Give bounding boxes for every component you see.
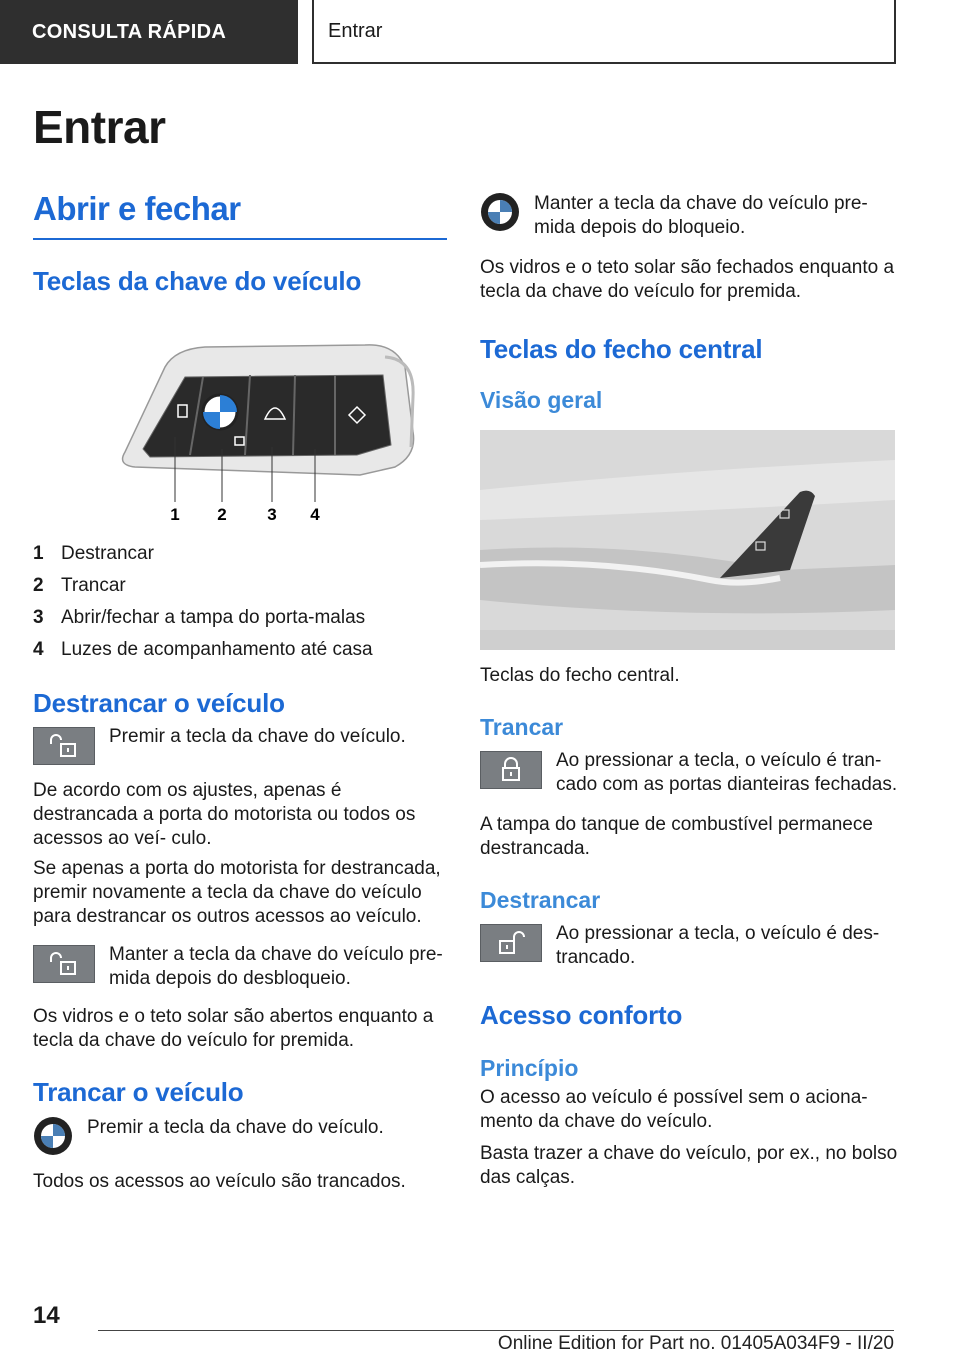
lock-heading: Trancar o veículo xyxy=(33,1077,244,1107)
destrancar-text: Ao pressionar a tecla, o veículo é des- trancado. xyxy=(556,923,880,968)
footer-divider xyxy=(98,1330,894,1331)
edition-footer: Online Edition for Part no. 01405A034F9 - II/20 xyxy=(497,1333,894,1354)
unlock-button-icon xyxy=(33,945,95,983)
principle-paragraph-2: Basta trazer a chave do veículo, por ex., no bolso das calças. xyxy=(480,1143,898,1188)
callout-1: 1 xyxy=(170,505,180,524)
list-item: 3 Abrir/fechar a tampa do porta-malas xyxy=(33,607,366,628)
unlock-button-icon xyxy=(480,924,542,962)
comfort-access-heading: Acesso conforto xyxy=(480,1000,683,1030)
lock-button-icon xyxy=(480,751,542,789)
list-item: 4 Luzes de acompanhamento até casa xyxy=(33,639,373,660)
callout-3: 3 xyxy=(267,505,277,524)
section-tab xyxy=(0,0,298,64)
overview-heading: Visão geral xyxy=(480,387,603,413)
callout-2: 2 xyxy=(217,505,227,524)
unlock-paragraph-2: Se apenas a porta do motorista for destrancada, premir novamente a tecla da chave do veículo para destrancar os outros acessos ao veículo. xyxy=(33,858,441,927)
trancar-text: Ao pressionar a tecla, o veículo é tran- cado com as portas dianteiras fechadas. xyxy=(556,750,898,795)
vehicle-key-illustration xyxy=(95,337,441,527)
unlock-instruction xyxy=(33,725,447,765)
trancar-instruction xyxy=(480,749,898,797)
section-heading-open-close: Abrir e fechar xyxy=(33,190,447,240)
destrancar-heading: Destrancar xyxy=(480,887,601,913)
lock-hold-text: Manter a tecla da chave do veículo pre- mida depois do bloqueio. xyxy=(534,193,868,238)
lock-hold-instruction xyxy=(480,192,898,240)
topic-header xyxy=(312,0,896,64)
unlock-press-text: Premir a tecla da chave do veículo. xyxy=(109,726,406,747)
keys-heading: Teclas da chave do veículo xyxy=(33,266,362,296)
topic-label: Entrar xyxy=(328,19,383,42)
unlock-hold-text: Manter a tecla da chave do veículo pre- mida depois do desbloqueio. xyxy=(109,944,443,989)
bmw-logo-icon xyxy=(33,1116,73,1156)
unlock-paragraph-3: Os vidros e o teto solar são abertos enquanto a tecla da chave do veículo for premida. xyxy=(33,1006,434,1051)
lock-instruction xyxy=(33,1116,447,1156)
principle-paragraph-1: O acesso ao veículo é possível sem o aciona- mento da chave do veículo. xyxy=(480,1087,868,1132)
trancar-heading: Trancar xyxy=(480,714,564,740)
trancar-paragraph: A tampa do tanque de combustível permanece destrancada. xyxy=(480,814,873,859)
unlock-heading: Destrancar o veículo xyxy=(33,688,285,718)
page-title: Entrar xyxy=(33,101,166,153)
photo-caption: Teclas do fecho central. xyxy=(480,665,680,686)
unlock-button-icon xyxy=(33,727,95,765)
unlock-paragraph-1: De acordo com os ajustes, apenas é destrancada a porta do motorista ou todos os acessos ao veí- culo. xyxy=(33,780,416,849)
key-legend-list xyxy=(33,538,447,666)
door-panel-photo xyxy=(480,430,895,650)
central-locking-heading: Teclas do fecho central xyxy=(480,334,763,364)
destrancar-instruction xyxy=(480,922,898,970)
unlock-hold-instruction xyxy=(33,943,447,991)
section-label: CONSULTA RÁPIDA xyxy=(32,20,227,43)
key-figure xyxy=(33,337,447,532)
lock-paragraph-1: Todos os acessos ao veículo são trancados. xyxy=(33,1171,406,1192)
lock-press-text: Premir a tecla da chave do veículo. xyxy=(87,1117,384,1138)
list-item: 1 Destrancar xyxy=(33,543,154,564)
list-item: 2 Trancar xyxy=(33,575,126,596)
callout-4: 4 xyxy=(310,505,320,524)
lock-paragraph-2: Os vidros e o teto solar são fechados enquanto a tecla da chave do veículo for premida. xyxy=(480,257,895,302)
principle-heading: Princípio xyxy=(480,1055,579,1081)
left-column xyxy=(33,190,447,1194)
page-number: 14 xyxy=(33,1302,60,1329)
right-column xyxy=(480,192,898,1190)
bmw-logo-icon xyxy=(480,192,520,232)
